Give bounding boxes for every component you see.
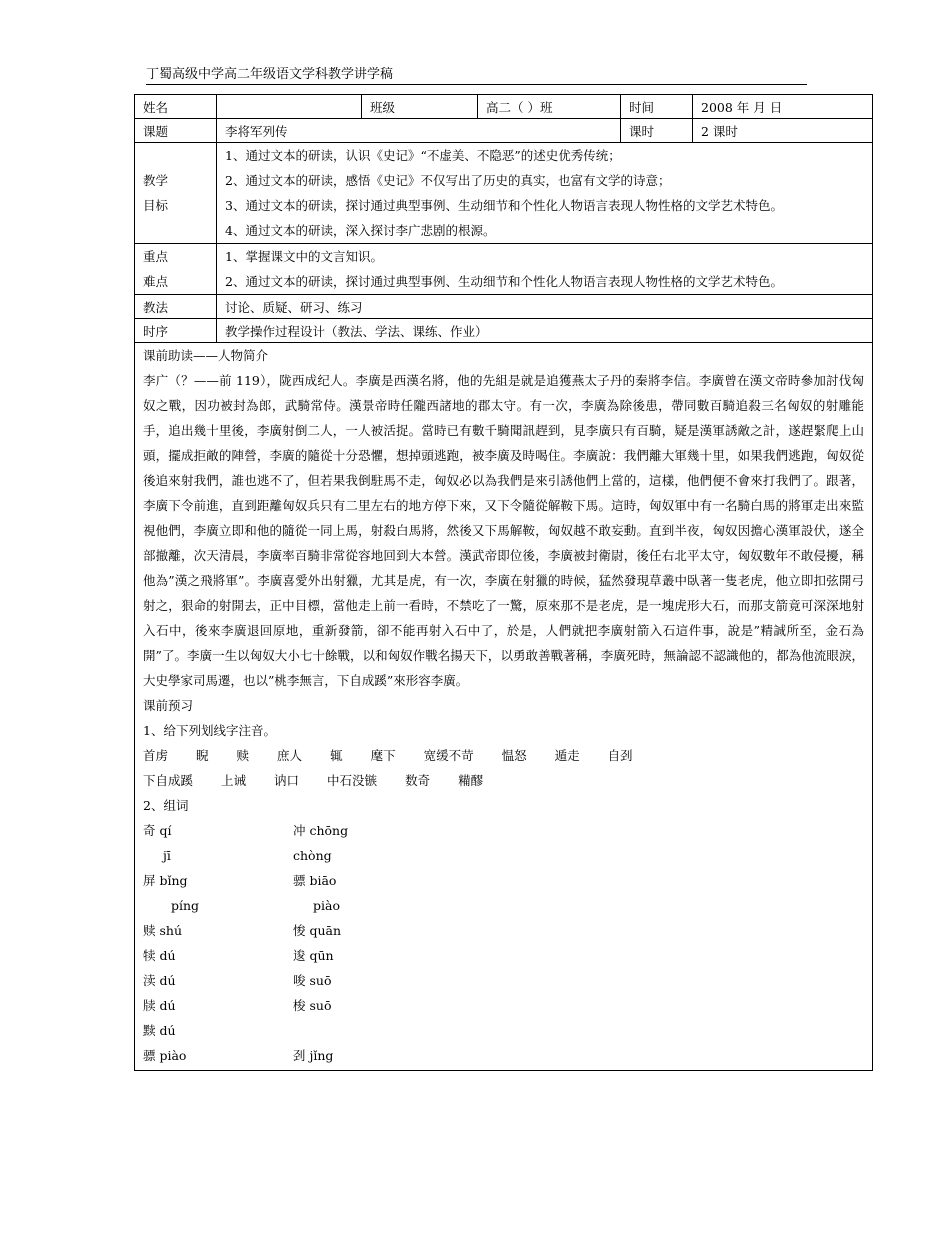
- pair-right: 梭 suō: [293, 998, 332, 1013]
- word: 愠怒: [501, 748, 527, 763]
- word: 遁走: [554, 748, 580, 763]
- pair-right: 逡 qūn: [293, 948, 334, 963]
- method-label: 教法: [135, 295, 217, 319]
- sequence-value: 教学操作过程设计（教法、学法、课练、作业）: [217, 319, 873, 343]
- content-cell: [135, 343, 873, 1071]
- pair-left: 屏 bǐng: [143, 873, 188, 888]
- word: 睨: [196, 748, 209, 763]
- pair-left: 骠 piào: [143, 1048, 187, 1063]
- pair-left: jī: [163, 848, 171, 863]
- word: 数奇: [405, 773, 431, 788]
- hours-value: 2 课时: [693, 119, 873, 143]
- pair-left: 黩 dú: [143, 1023, 176, 1038]
- word: 自刭: [607, 748, 633, 763]
- pair-right: 悛 quān: [293, 923, 342, 938]
- word: 首虏: [143, 748, 169, 763]
- question-1: 1、给下列划线字注音。: [143, 723, 276, 738]
- word: 糒醪: [458, 773, 484, 788]
- method-value: 讨论、质疑、研习、练习: [217, 295, 873, 319]
- goals-list: [217, 143, 873, 244]
- method-row: [135, 295, 873, 319]
- key-label: [135, 244, 217, 295]
- lesson-plan-table: [134, 94, 873, 1071]
- word-row-2: [143, 768, 864, 793]
- name-field[interactable]: [217, 95, 362, 119]
- word: 下自成蹊: [143, 773, 194, 788]
- lesson-body: [135, 343, 872, 1068]
- pair-right: 刭 jǐng: [293, 1048, 334, 1063]
- key-list: [217, 244, 873, 295]
- name-label: 姓名: [135, 95, 217, 119]
- biography-paragraph: 李广（？——前 119），陇西成纪人。李廣是西漢名將，他的先組是就是追獲燕太子丹的秦將李信。李廣曾在漢文帝時參加討伐匈奴之戰，因功被封為郎，武騎常侍。漢景帝時任隴西諸地的郡太守。有一次，李廣為除後患，帶同數百騎追殺三名匈奴的射雕能手，追出幾十里後，李廣射倒二人，一人被活捉。當時已有數千騎聞訊趕到，見李廣只有百騎，疑是漢軍誘敵之計，遂趕緊爬上山頭，擺成拒敵的陣營，李廣的隨從十分恐懼，想掉頭逃跑，被李廣及時喝住。李廣說：我們離大軍幾十里，如果我們逃跑，匈奴從後追來射我們，誰也逃不了，但若果我倒駐馬不走，匈奴必以為我們是來引誘他們上當的，這樣，他們便不會來打我們了。跟著，李廣下令前進，直到距離匈奴兵只有二里左右的地方停下來，又下令隨從解鞍下馬。這時，匈奴軍中有一名騎白馬的將軍走出來監視他們，李廣立即和他的隨從一同上馬，射殺白馬將，然後又下馬解鞍，匈奴越不敢妄動。直到半夜，匈奴因擔心漢軍設伏，遂全部撤離，次天清晨，李廣率百騎非常從容地回到大本營。漢武帝即位後，李廣被封衛尉，後任右北平太守，匈奴數年不敢侵擾，稱他為”漢之飛將軍”。李廣喜愛外出射獵，尤其是虎，有一次，李廣在射獵的時候，猛然發現草叢中臥著一隻老虎，他立即扣弦開弓射之，狠命的射開去，正中目標，當他走上前一看時，不禁吃了一驚，原來那不是老虎，是一塊虎形大石，而那支箭竟可深深地射入石中，後來李廣退回原地，重新發箭，卻不能再射入石中了，於是，人們就把李廣射箭入石這件事，說是”精誠所至，金石為開”了。李廣一生以匈奴大小七十餘戰，以和匈奴作戰名揚天下，以勇敢善戰著稱，李廣死時，無論認不認識他的，都為他流眼淚，大史學家司馬遷，也以”桃李無言，下自成蹊”來形容李廣。: [143, 373, 864, 688]
- class-field[interactable]: 高二（ ）班: [478, 95, 621, 119]
- key-label-line: 重点: [143, 249, 169, 264]
- goals-label-line: 教学: [143, 173, 169, 188]
- goals-label: [135, 143, 217, 244]
- pair-right: chòng: [293, 848, 332, 863]
- topic-value: 李将军列传: [217, 119, 621, 143]
- word: 赎: [236, 748, 250, 763]
- pair-left: 赎 shú: [143, 923, 182, 938]
- key-row: [135, 244, 873, 295]
- content-row: [135, 343, 873, 1071]
- info-row: [135, 95, 873, 119]
- pair-left: 犊 dú: [143, 948, 176, 963]
- sequence-row: [135, 319, 873, 343]
- pair-right: piào: [313, 898, 340, 913]
- word: 中石没镞: [327, 773, 378, 788]
- question-2: 2、组词: [143, 798, 189, 813]
- topic-row: [135, 119, 873, 143]
- goals-row: [135, 143, 873, 244]
- time-field[interactable]: 2008 年 月 日: [693, 95, 873, 119]
- pair-right: 冲 chōng: [293, 823, 349, 838]
- pair-right: [293, 1018, 493, 1043]
- word: 麾下: [370, 748, 396, 763]
- key-item: 1、掌握课文中的文言知识。: [225, 249, 383, 264]
- word: 讷口: [274, 773, 300, 788]
- pair-left: 渎 dú: [143, 973, 176, 988]
- document-header: 丁蜀高级中学高二年级语文学科教学讲学稿: [146, 66, 807, 85]
- goal-item: 2、通过文本的研读，感悟《史记》不仅写出了历史的真实，也富有文学的诗意；: [225, 173, 671, 188]
- word-group-grid: [143, 818, 864, 1068]
- goal-item: 4、通过文本的研读，深入探讨李广悲剧的根源。: [225, 223, 496, 238]
- pair-right: 唆 suō: [293, 973, 332, 988]
- pair-left: píng: [171, 898, 200, 913]
- class-label: 班级: [362, 95, 478, 119]
- reading-title: 课前助读——人物简介: [143, 348, 269, 363]
- goal-item: 1、通过文本的研读，认识《史记》“不虚美、不隐恶”的述史优秀传统；: [225, 148, 621, 163]
- pair-left: 牍 dú: [143, 998, 176, 1013]
- hours-label: 课时: [621, 119, 693, 143]
- word: 宽缓不苛: [423, 748, 474, 763]
- word: 庶人: [277, 748, 303, 763]
- word: 辄: [330, 748, 343, 763]
- goal-item: 3、通过文本的研读，探讨通过典型事例、生动细节和个性化人物语言表现人物性格的文学艺术特色。: [225, 198, 783, 213]
- time-label: 时间: [621, 95, 693, 119]
- word-row-1: [143, 743, 864, 768]
- key-item: 2、通过文本的研读，探讨通过典型事例、生动细节和个性化人物语言表现人物性格的文学艺术特色。: [225, 274, 783, 289]
- topic-label: 课题: [135, 119, 217, 143]
- word: 上诫: [221, 773, 247, 788]
- preview-title: 课前预习: [143, 698, 194, 713]
- sequence-label: 时序: [135, 319, 217, 343]
- pair-left: 奇 qí: [143, 823, 172, 838]
- goals-label-line: 目标: [143, 198, 169, 213]
- pair-right: 骠 biāo: [293, 873, 337, 888]
- key-label-line: 难点: [143, 274, 169, 289]
